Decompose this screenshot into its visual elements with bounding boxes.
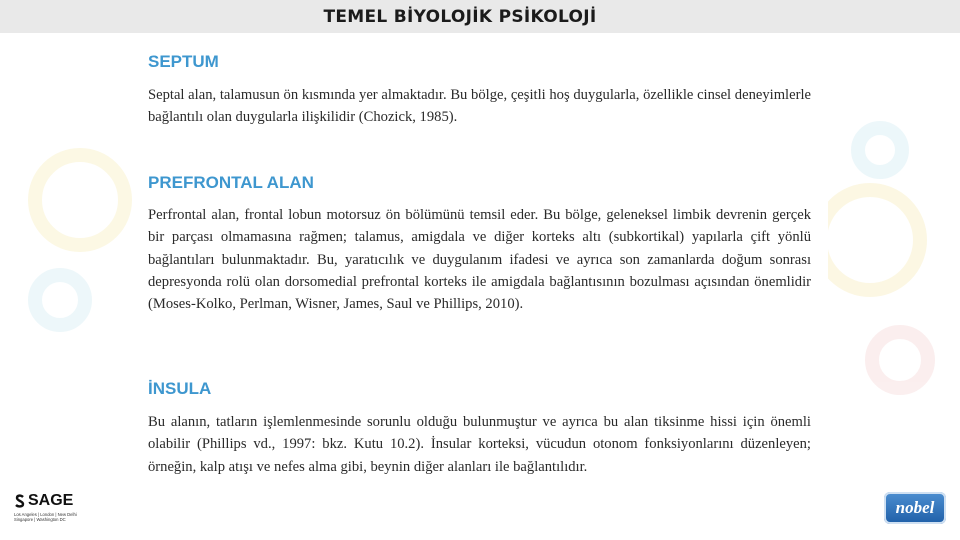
header-bar: [0, 0, 960, 33]
sage-cities: Los Angeles | London | New Delhi Singapore | Washington DC: [14, 512, 77, 522]
nobel-logo-icon: [884, 492, 946, 524]
nobel-logo-text: nobel: [895, 498, 935, 517]
section-text-septum: Septal alan, talamusun ön kısmında yer almaktadır. Bu bölge, çeşitli hoş duygularla, özellikle cinsel deneyimlerle bağlantılı olan duygularla ilişkilidir (Chozick, 1985).: [148, 87, 811, 126]
section-text-insula: Bu alanın, tatların işlemlenmesinde sorunlu olduğu bulunmuştur ve ayrıca bu alan tiksinme hissi için önemli olabilir (Phillips vd., 1997: bkz. Kutu 10.2). İnsular korteksi, vücudun otonom fonksiyonlarını düzenleyen; örneğin, kalp atışı ve nefes alma gibi, beynin diğer alanları ile bağlantılıdır.: [148, 414, 811, 475]
section-heading-septum: SEPTUM: [148, 52, 219, 71]
sage-logo-icon: [14, 492, 84, 522]
section-heading-insula: İNSULA: [148, 379, 212, 398]
page-title: TEMEL BİYOLOJİK PSİKOLOJİ: [323, 6, 597, 27]
sage-emblem-icon: [14, 494, 26, 508]
sage-logo-text: SAGE: [28, 492, 74, 509]
section-heading-prefrontal: PREFRONTAL ALAN: [148, 173, 314, 192]
section-text-prefrontal: Perfrontal alan, frontal lobun motorsuz ön bölümünü temsil eder. Bu bölge, geleneksel limbik devrenin gerçek bir parçası olmamasına rağmen; talamus, amigdala ve diğer korteks altı (subkortikal) yapılarla çift yönlü bağlantıları bulunmaktadır. Bu, yaratıcılık ve duygulanım ifadesi ve ayrıca son zamanlarda doğum sonrası depresyonda rolü olan dorsomedial prefrontal korteks ile amigdala bağlantısının bozulması açısından önemlidir (Moses-Kolko, Perlman, Wisner, James, Saul ve Phillips, 2010).: [148, 207, 811, 313]
